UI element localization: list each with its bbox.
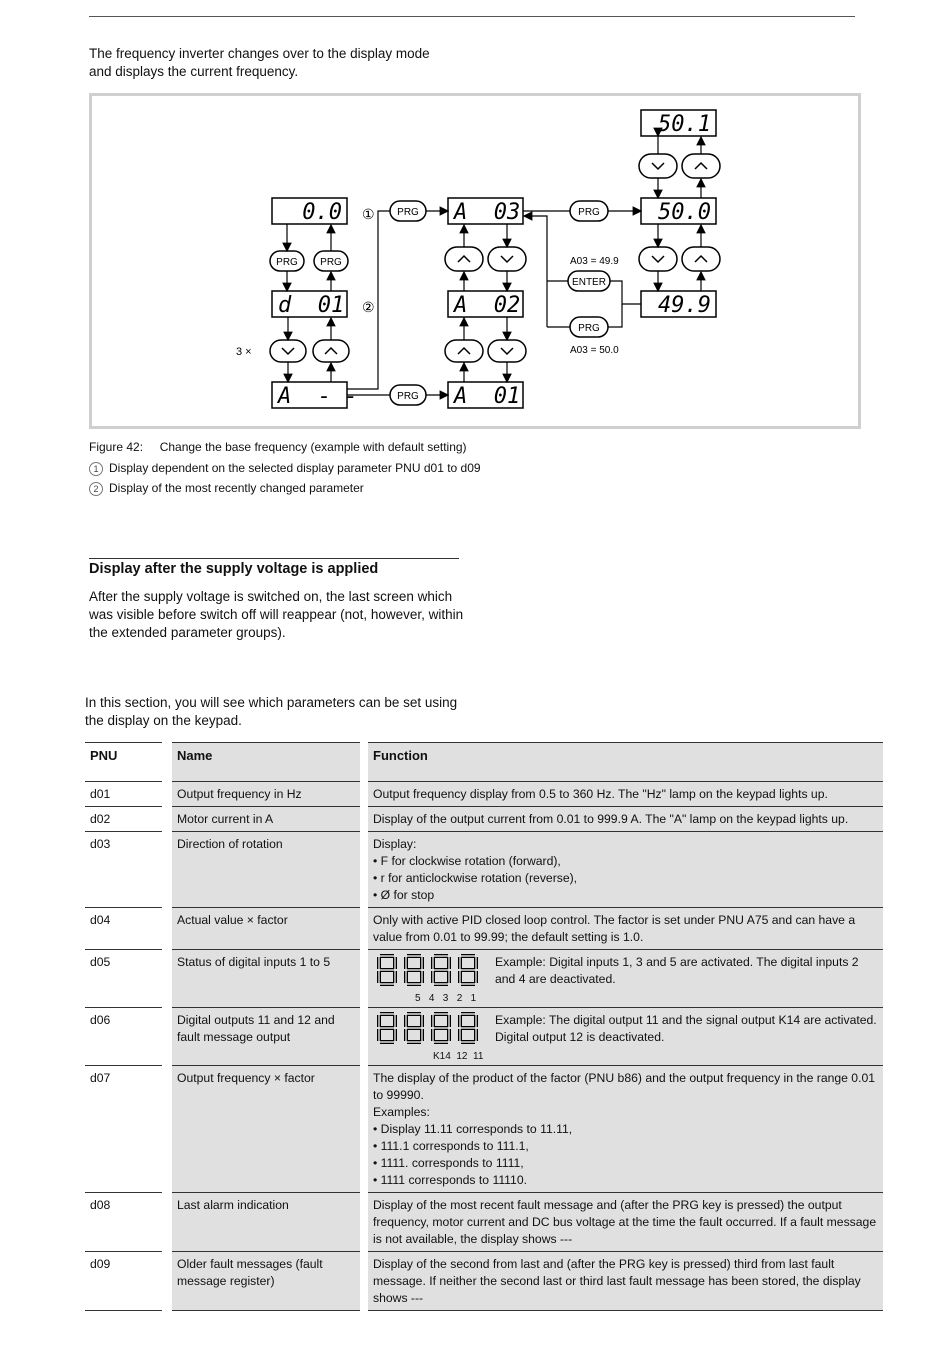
svg-text:d 01: d 01 bbox=[278, 293, 345, 318]
annotation-a03-49-9: A03 = 49.9 bbox=[570, 256, 619, 267]
display-a02 bbox=[448, 291, 523, 318]
section-rule bbox=[89, 558, 459, 559]
three-times-label: 3 × bbox=[236, 346, 252, 358]
caption-note-1: 1 Display dependent on the selected display parameter PNU d01 to d09 bbox=[89, 460, 481, 476]
svg-text:PRG: PRG bbox=[578, 323, 600, 334]
table-row: d09 Older fault messages (fault message register) Display of the second from last and (after the PRG key is pressed) third from last fault message. If neither the second last or third last fault message has been stored, the display shows --- bbox=[85, 1252, 883, 1311]
display-a03 bbox=[448, 198, 523, 225]
table-row: d01 Output frequency in Hz Output frequency display from 0.5 to 360 Hz. The "Hz" lamp on the keypad lights up. bbox=[85, 782, 883, 807]
svg-text:PRG: PRG bbox=[578, 207, 600, 218]
svg-text:A 01: A 01 bbox=[454, 384, 521, 409]
examples-list: • Display 11.11 corresponds to 11.11, • 111.1 corresponds to 111.1, • 1111. corresponds to 1111, • 1111 corresponds to 11110. bbox=[373, 1121, 878, 1189]
svg-text:PRG: PRG bbox=[276, 257, 298, 268]
svg-text:A 02: A 02 bbox=[454, 293, 521, 318]
prg-key-right-bottom bbox=[570, 317, 608, 337]
rotation-list: • F for clockwise rotation (forward), • r for anticlockwise rotation (reverse), • Ø for stop bbox=[373, 853, 878, 904]
table-header-row bbox=[85, 743, 883, 782]
section-heading: Display after the supply voltage is applied bbox=[89, 561, 379, 577]
annotation-a03-50-0: A03 = 50.0 bbox=[570, 345, 619, 356]
top-rule bbox=[89, 16, 855, 17]
table-intro: In this section, you will see which parameters can be set using the display on the keypad. bbox=[85, 695, 458, 728]
prg-key-left-1 bbox=[270, 251, 304, 271]
display-d01 bbox=[272, 291, 347, 318]
prg-key-mid-top bbox=[390, 201, 426, 221]
svg-text:A 03: A 03 bbox=[454, 200, 521, 225]
display-a-dashes bbox=[272, 382, 357, 409]
marker-1: ① bbox=[362, 206, 375, 222]
prg-key-mid-bottom bbox=[390, 385, 426, 405]
svg-text:ENTER: ENTER bbox=[572, 277, 606, 288]
up-key-col3-b bbox=[682, 247, 720, 271]
caption-title: Figure 42: Change the base frequency (example with default setting) bbox=[89, 440, 467, 454]
down-key-col3-a bbox=[639, 154, 677, 178]
up-key-col3-a bbox=[682, 154, 720, 178]
table-row: d06 Digital outputs 11 and 12 and fault message output K14 12 11 Example: The digital output 11 and the signal output K14 are activated. Digital output 12 is deactivated. bbox=[85, 1008, 883, 1066]
enter-key bbox=[568, 271, 610, 291]
prg-key-right-top bbox=[570, 201, 608, 221]
header-function: Function bbox=[364, 743, 883, 782]
marker-2: ② bbox=[362, 299, 375, 315]
figure-caption bbox=[89, 439, 481, 496]
down-key-left bbox=[270, 340, 306, 362]
svg-text:PRG: PRG bbox=[320, 257, 342, 268]
caption-note-2: 2 Display of the most recently changed parameter bbox=[89, 480, 481, 496]
display-0-0 bbox=[272, 198, 347, 225]
seven-segment-inputs-icon bbox=[373, 954, 485, 988]
note-2-mark: 2 bbox=[89, 482, 103, 496]
up-key-col2-a bbox=[445, 247, 483, 271]
down-key-col2-b bbox=[488, 340, 526, 362]
svg-text:50.1: 50.1 bbox=[658, 112, 711, 137]
up-key-col2-b bbox=[445, 340, 483, 362]
svg-text:49.9: 49.9 bbox=[658, 293, 711, 318]
output-labels: K14 12 11 bbox=[433, 1051, 484, 1062]
header-pnu: PNU bbox=[85, 743, 167, 782]
section-body: After the supply voltage is switched on, the last screen which was visible before switch off will reappear (not, however, within the extended parameter groups). bbox=[89, 589, 464, 640]
svg-text:0.0: 0.0 bbox=[302, 200, 342, 225]
figure-42-diagram bbox=[89, 93, 861, 429]
header-name: Name bbox=[167, 743, 364, 782]
table-row: d05 Status of digital inputs 1 to 5 5 4 3 2 1 Example: Digital inputs 1, 3 and 5 are activated. The digital inputs 2 and 4 are deactivated. bbox=[85, 950, 883, 1008]
display-50-0 bbox=[641, 198, 716, 225]
intro-text: The frequency inverter changes over to the display mode and displays the current frequency. bbox=[89, 46, 430, 79]
up-key-left bbox=[313, 340, 349, 362]
seven-segment-outputs-icon bbox=[373, 1012, 485, 1046]
table-row: d03 Direction of rotation Display: • F for clockwise rotation (forward), • r for anticlockwise rotation (reverse), • Ø for stop bbox=[85, 832, 883, 908]
prg-key-left-2 bbox=[314, 251, 348, 271]
svg-text:50.0: 50.0 bbox=[658, 200, 711, 225]
table-row: d07 Output frequency × factor The display of the product of the factor (PNU b86) and the output frequency in the range 0.01 to 99990. Examples: • Display 11.11 corresponds to 11.11, • 111.1 corresponds to 111.1, • 1111. corresponds to 1111, • 1111 corresponds to 11110. bbox=[85, 1066, 883, 1193]
svg-text:A - -: A - - bbox=[278, 384, 358, 409]
table-row: d08 Last alarm indication Display of the most recent fault message and (after the PRG key is pressed) the output frequency, motor current and DC bus voltage at the time the fault occurred. If a fault message is not available, the display shows --- bbox=[85, 1193, 883, 1252]
input-labels: 5 4 3 2 1 bbox=[415, 993, 477, 1004]
display-a01 bbox=[448, 382, 523, 409]
svg-text:PRG: PRG bbox=[397, 391, 419, 402]
table-row: d02 Motor current in A Display of the output current from 0.01 to 999.9 A. The "A" lamp on the keypad lights up. bbox=[85, 807, 883, 832]
note-1-mark: 1 bbox=[89, 462, 103, 476]
parameter-table bbox=[85, 742, 883, 1311]
down-key-col3-b bbox=[639, 247, 677, 271]
svg-text:PRG: PRG bbox=[397, 207, 419, 218]
display-49-9 bbox=[641, 291, 716, 318]
table-row: d04 Actual value × factor Only with active PID closed loop control. The factor is set under PNU A75 and can have a value from 0.01 to 99.99; the default setting is 1.0. bbox=[85, 908, 883, 950]
display-50-1 bbox=[641, 110, 716, 137]
down-key-col2-a bbox=[488, 247, 526, 271]
